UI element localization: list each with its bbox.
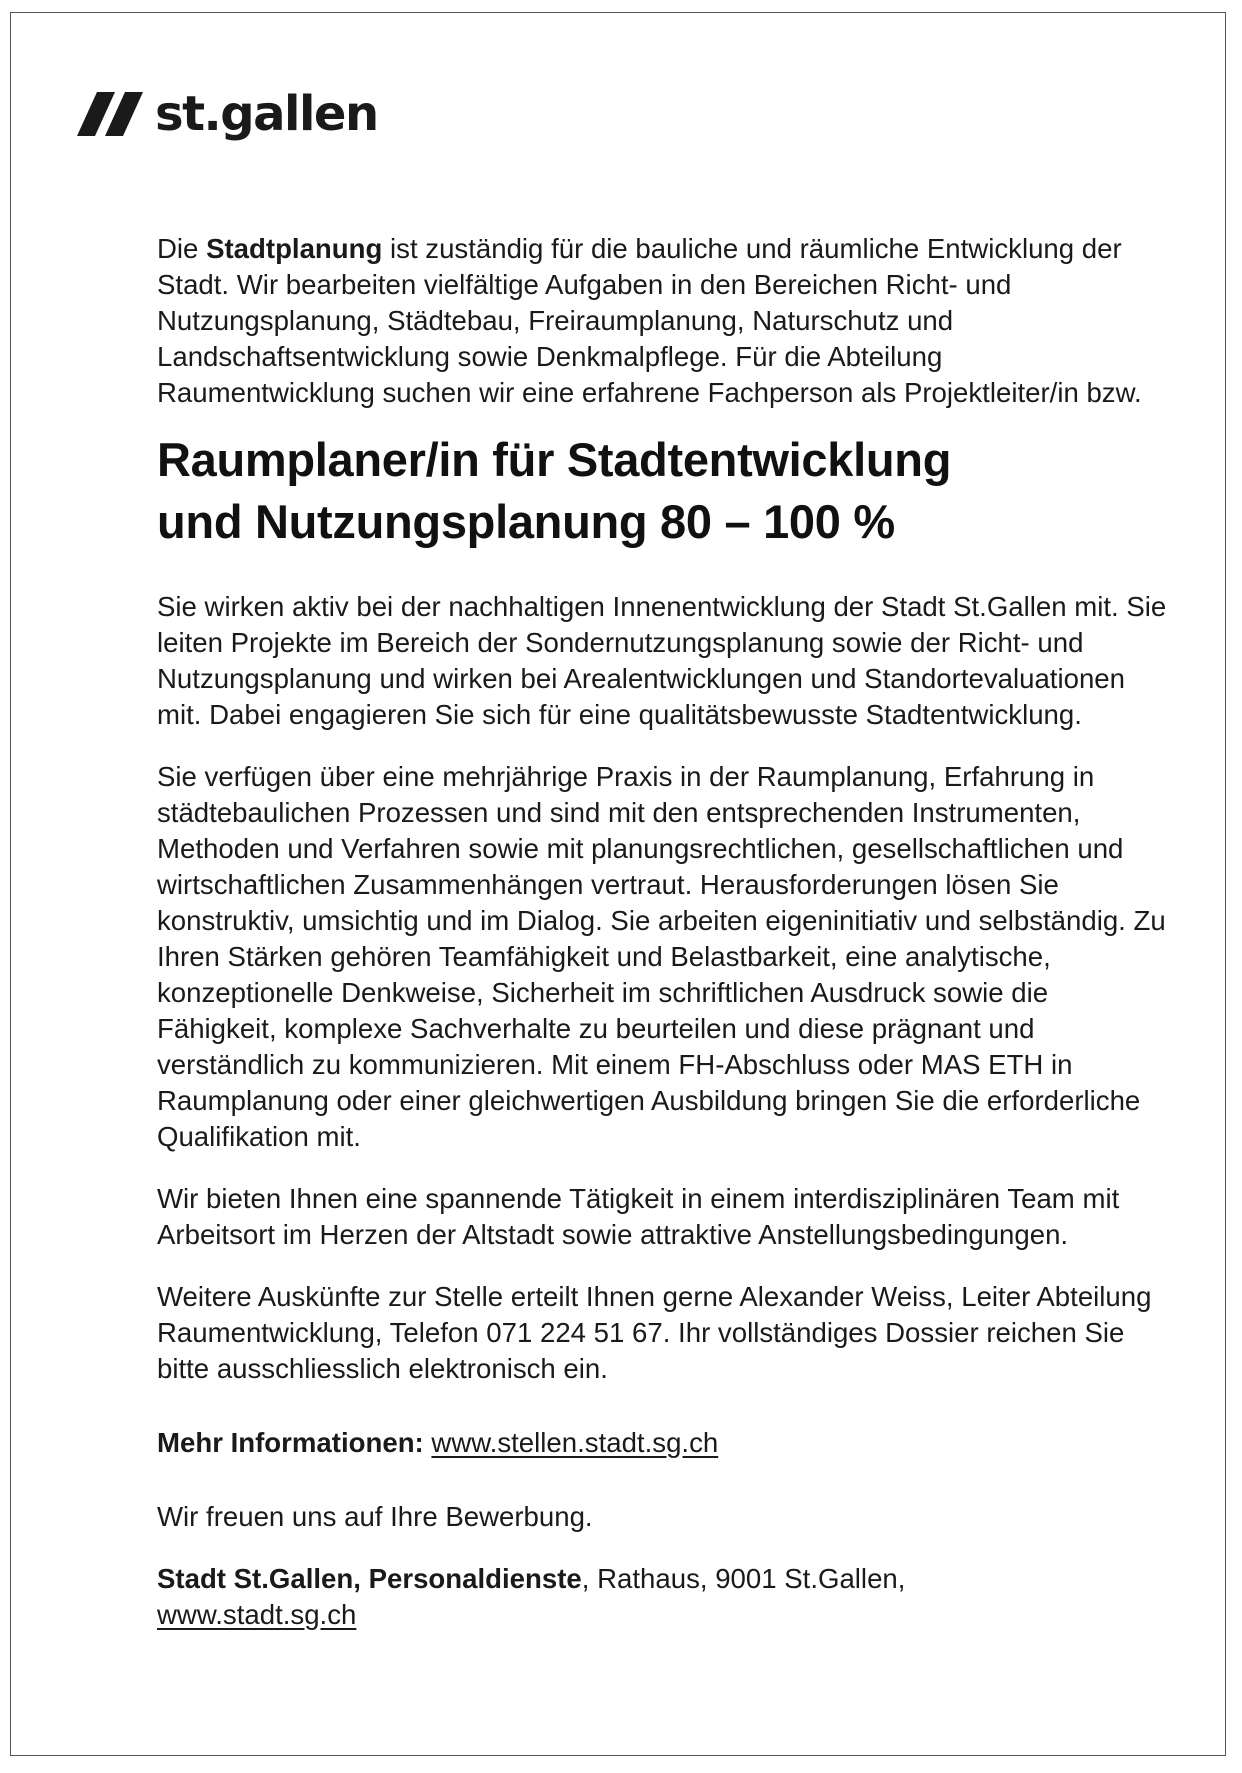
intro-paragraph — [157, 231, 1167, 411]
intro-prefix: Die — [157, 233, 207, 264]
more-info — [157, 1425, 1167, 1461]
closing-line: Wir freuen uns auf Ihre Bewerbung. — [157, 1501, 593, 1532]
contact-paragraph: Weitere Auskünfte zur Stelle erteilt Ihnen gerne Alexander Weiss, Leiter Abteilung Raumentwicklung, Telefon 071 224 51 67. Ihr vollständiges Dossier reichen Sie bitte ausschliesslich elektronisch ein. — [157, 1281, 1152, 1384]
job-title — [157, 429, 1167, 553]
ad-content — [157, 231, 1167, 1633]
stellen-link[interactable]: www.stellen.stadt.sg.ch — [431, 1427, 719, 1458]
double-slash-logo-icon — [77, 92, 151, 136]
intro-text: ist zuständig für die bauliche und räumliche Entwicklung der Stadt. Wir bearbeiten vielfältige Aufgaben in den Bereichen Richt- und Nutzungsplanung, Städtebau, Freiraumplanung, Naturschutz und Landschaftsentwicklung sowie Denkmalpflege. Für die Abteilung Raumentwicklung suchen wir eine erfahrene Fachperson als Projektleiter/in bzw. — [157, 233, 1142, 408]
footer-address — [157, 1561, 1167, 1633]
logo-text: st.gallen — [155, 86, 378, 142]
tasks-paragraph: Sie wirken aktiv bei der nachhaltigen Innenentwicklung der Stadt St.Gallen mit. Sie leiten Projekte im Bereich der Sondernutzungsplanung sowie der Richt- und Nutzungsplanung und wirken bei Arealentwicklungen und Standortevaluationen mit. Dabei engagieren Sie sich für eine qualitätsbewusste Stadtentwicklung. — [157, 591, 1167, 730]
stadt-link[interactable]: www.stadt.sg.ch — [157, 1599, 357, 1630]
offer-paragraph: Wir bieten Ihnen eine spannende Tätigkeit in einem interdisziplinären Team mit Arbeitsort im Herzen der Altstadt sowie attraktive Anstellungsbedingungen. — [157, 1183, 1120, 1250]
logo — [77, 79, 378, 149]
footer-org: Stadt St.Gallen, Personaldienste — [157, 1563, 582, 1594]
job-title-line2: und Nutzungsplanung 80 – 100 % — [157, 495, 895, 548]
footer-address-text: , Rathaus, 9001 St.Gallen, — [581, 1563, 906, 1594]
job-title-line1: Raumplaner/in für Stadtentwicklung — [157, 433, 952, 486]
intro-bold: Stadtplanung — [206, 233, 383, 264]
profile-paragraph: Sie verfügen über eine mehrjährige Praxis in der Raumplanung, Erfahrung in städtebaulichen Prozessen und sind mit den entsprechenden Instrumenten, Methoden und Verfahren sowie mit planungsrechtlichen, gesellschaftlichen und wirtschaftlichen Zusammenhängen vertraut. Herausforderungen lösen Sie konstruktiv, umsichtig und im Dialog. Sie arbeiten eigeninitiativ und selbständig. Zu Ihren Stärken gehören Teamfähigkeit und Belastbarkeit, eine analytische, konzeptionelle Denkweise, Sicherheit im schriftlichen Ausdruck sowie die Fähigkeit, komplexe Sachverhalte zu beurteilen und diese prägnant und verständlich zu kommunizieren. Mit einem FH-Abschluss oder MAS ETH in Raumplanung oder einer gleichwertigen Ausbildung bringen Sie die erforderliche Qualifikation mit. — [157, 761, 1166, 1152]
more-info-label: Mehr Informationen: — [157, 1427, 424, 1458]
job-ad-frame — [10, 12, 1226, 1756]
